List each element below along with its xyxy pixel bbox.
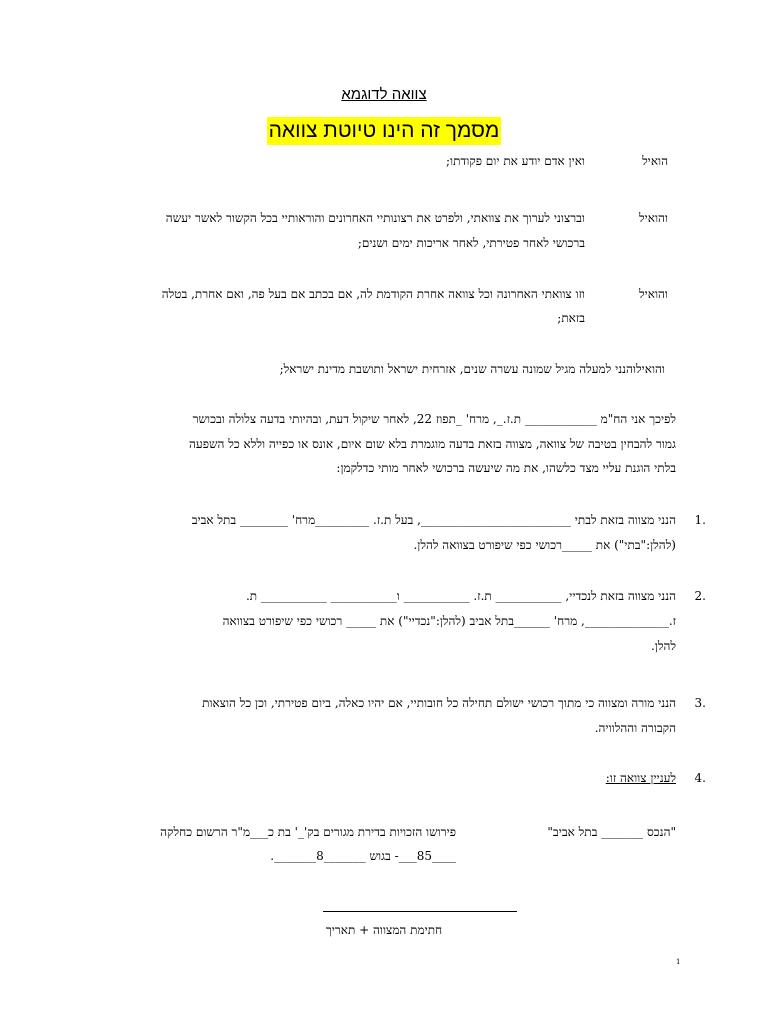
whereas-text: וברצוני לערוך את צוואתי, ולפרט את רצונותיי האחרונים והוראותיי בכל הקשור לאשר יעשה bbox=[165, 211, 585, 225]
clause-heading: לעניין צוואה זו: bbox=[605, 771, 676, 785]
clause-text: ז.______________, מרח' ______בתל אביב (להלן:"נכדיי") את _____ רכושי כפי שיפורט בצוואה bbox=[222, 614, 676, 628]
declaration-line: לפיכך אני הח"מ ____________ ת.ז._, מרח' _תפוז 22, לאחר שיקול דעת, ובהיותי בדעה צלולה ובכושר bbox=[192, 412, 676, 426]
clause-text: הנני מצווה בזאת לנכדיי, ___________ ת.ז. ___________ ו___________ ___________ ת. bbox=[245, 589, 676, 603]
whereas-label: והואיל bbox=[638, 211, 668, 225]
clause-number: 2. bbox=[694, 589, 706, 603]
clause-text: להלן. bbox=[650, 639, 676, 653]
whereas-text: ואין אדם יודע את יום פקודתו; bbox=[446, 154, 585, 168]
title-wrapper bbox=[0, 117, 768, 145]
whereas-text: בזאת; bbox=[557, 311, 585, 325]
property-definition: פירושו הזכויות בדירת מגורים בק'_' בת כ___מ"ר הרשום כחלקה bbox=[160, 825, 456, 839]
document-title: מסמך זה הינו טיוטת צוואה bbox=[267, 117, 502, 145]
document-subtitle: צוואה לדוגמא bbox=[341, 86, 427, 103]
clause-text: הנני מורה ומצווה כי מתוך רכושי ישולם תחילה כל חובותיי, אם יהיו כאלה, ביום פטירתי, וכן כל הוצאות bbox=[202, 696, 676, 710]
property-term: "הנכס _______ בתל אביב" bbox=[547, 825, 676, 839]
clause-text: הקבורה וההלוויה. bbox=[594, 721, 676, 735]
whereas-label: הואיל bbox=[642, 154, 668, 168]
clause-number: 4. bbox=[694, 771, 706, 785]
page-number: 1 bbox=[676, 958, 681, 966]
declaration-line: גמור להבחין בטיבה של צוואה, מצווה בזאת בדעה מוגמרת בלא שום איום, אונס או כפייה וללא כל השפעה bbox=[189, 437, 676, 451]
clause-number: 3. bbox=[694, 696, 706, 710]
clause-text: הנני מצווה בזאת לבתי _________________________, בעל ת.ז. _________מרח' ________ בתל אביב bbox=[191, 513, 676, 527]
declaration-line: בלתי הוגנת עליי מצד כלשהו, את מה שיעשה ברכושי לאחר מותי כדלקמן: bbox=[336, 461, 676, 475]
signature-line bbox=[323, 911, 517, 912]
whereas-age-text: והואילוהנני למעלה מגיל שמונה עשרה שנים, אזרחית ישראל ותושבת מדינת ישראל; bbox=[279, 362, 665, 376]
whereas-text: ברכושי לאחר פטירתי, לאחר אריכות ימים ושנים; bbox=[357, 236, 585, 250]
property-parcel: ____85___- בגוש _______8_______. bbox=[270, 849, 456, 863]
whereas-label: והואיל bbox=[638, 287, 668, 301]
whereas-text: וזו צוואתי האחרונה וכל צוואה אחרת הקודמת לה, אם בכתב אם בעל פה, ואם אחרת, בטלה bbox=[161, 287, 585, 301]
signature-label: חתימת המצווה + תאריך bbox=[325, 923, 443, 937]
clause-text: (להלן:"בתי") את _____רכושי כפי שיפורט בצוואה להלן. bbox=[413, 538, 676, 552]
clause-number: 1. bbox=[694, 513, 706, 527]
